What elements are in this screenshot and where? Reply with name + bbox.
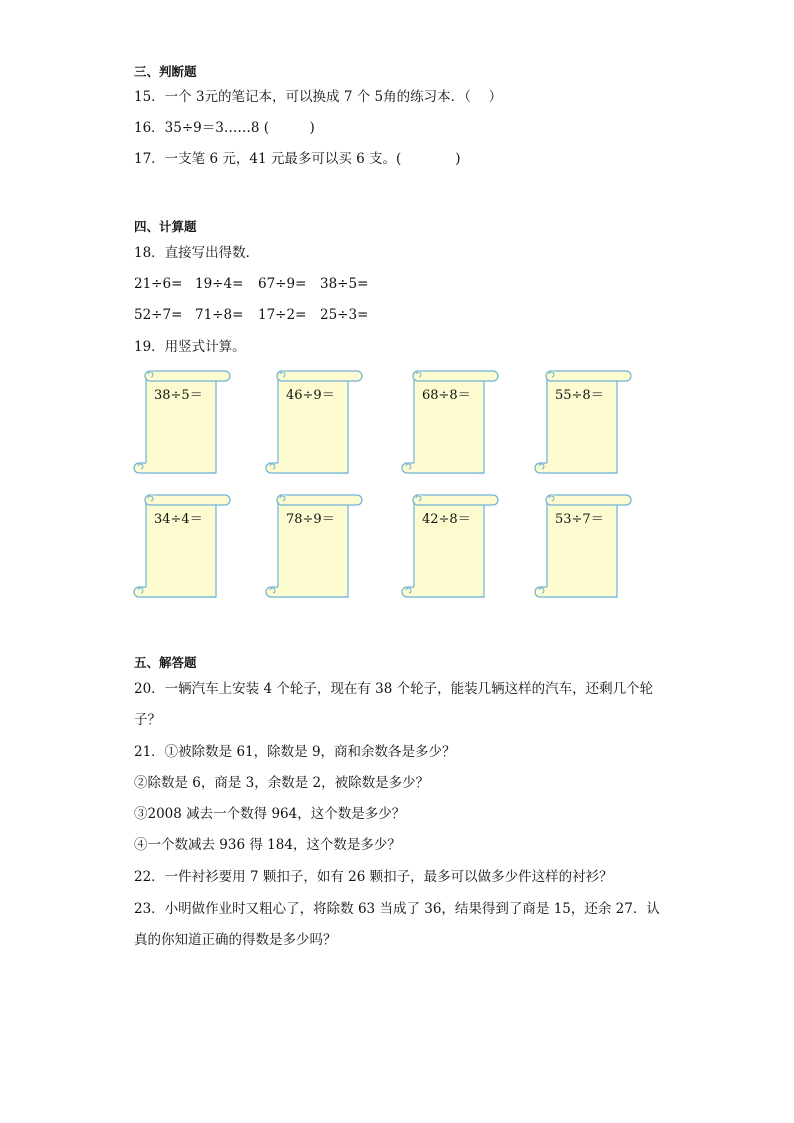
scroll-card — [132, 492, 232, 602]
question-23-line-2: 真的你知道正确的得数是多少吗？ — [134, 932, 337, 948]
question-20-line-1: 20．一辆汽车上安装 4 个轮子，现在有 38 个轮子，能装几辆这样的汽车，还剩几个轮 — [134, 681, 654, 697]
calc-item: 71÷8= — [195, 307, 244, 323]
calc-item: 21÷6= — [134, 276, 183, 292]
scroll-card — [400, 492, 500, 602]
scroll-card — [533, 492, 633, 602]
scroll-card — [132, 368, 232, 478]
question-21-part-1: 21．①被除数是 61，除数是 9，商和余数各是多少？ — [134, 744, 456, 760]
calc-item: 38÷5= — [320, 276, 369, 292]
question-21-part-4: ④一个数减去 936 得 184，这个数是多少？ — [134, 837, 401, 853]
scroll-card — [533, 368, 633, 478]
scroll-expression: 46÷9＝ — [286, 388, 335, 403]
question-15: 15．一个 3元的笔记本，可以换成 7 个 5角的练习本．（ ） — [134, 89, 503, 105]
question-21-part-3: ③2008 减去一个数得 964，这个数是多少？ — [134, 806, 406, 822]
section-4-title: 四、计算题 — [134, 219, 197, 234]
scroll-card — [400, 368, 500, 478]
scroll-expression: 78÷9＝ — [286, 512, 335, 527]
scroll-expression: 38÷5＝ — [154, 388, 203, 403]
section-5-title: 五、解答题 — [134, 655, 197, 670]
question-21-part-2: ②除数是 6，商是 3，余数是 2，被除数是多少？ — [134, 775, 430, 791]
question-19: 19．用竖式计算。 — [134, 339, 246, 355]
question-17: 17．一支笔 6 元，41 元最多可以买 6 支。( ) — [134, 151, 461, 167]
scroll-expression: 68÷8＝ — [422, 388, 471, 403]
question-22: 22．一件衬衫要用 7 颗扣子，如有 26 颗扣子，最多可以做多少件这样的衬衫？ — [134, 869, 613, 885]
calc-item: 52÷7= — [134, 307, 183, 323]
calc-item: 19÷4= — [195, 276, 244, 292]
scroll-expression: 55÷8＝ — [555, 388, 604, 403]
scroll-card — [264, 368, 364, 478]
question-23-line-1: 23．小明做作业时又粗心了，将除数 63 当成了 36，结果得到了商是 15，还余 27．认 — [134, 901, 660, 917]
calc-item: 25÷3= — [320, 307, 369, 323]
question-20-line-2: 子？ — [134, 712, 161, 728]
question-18: 18．直接写出得数． — [134, 245, 260, 261]
scroll-expression: 42÷8＝ — [422, 512, 471, 527]
calc-item: 17÷2= — [258, 307, 307, 323]
question-16: 16．35÷9＝3……8 ( ) — [134, 120, 315, 136]
scroll-expression: 53÷7＝ — [555, 512, 604, 527]
calc-item: 67÷9= — [258, 276, 307, 292]
section-3-title: 三、判断题 — [134, 64, 197, 79]
scroll-expression: 34÷4＝ — [154, 512, 203, 527]
scroll-card — [264, 492, 364, 602]
